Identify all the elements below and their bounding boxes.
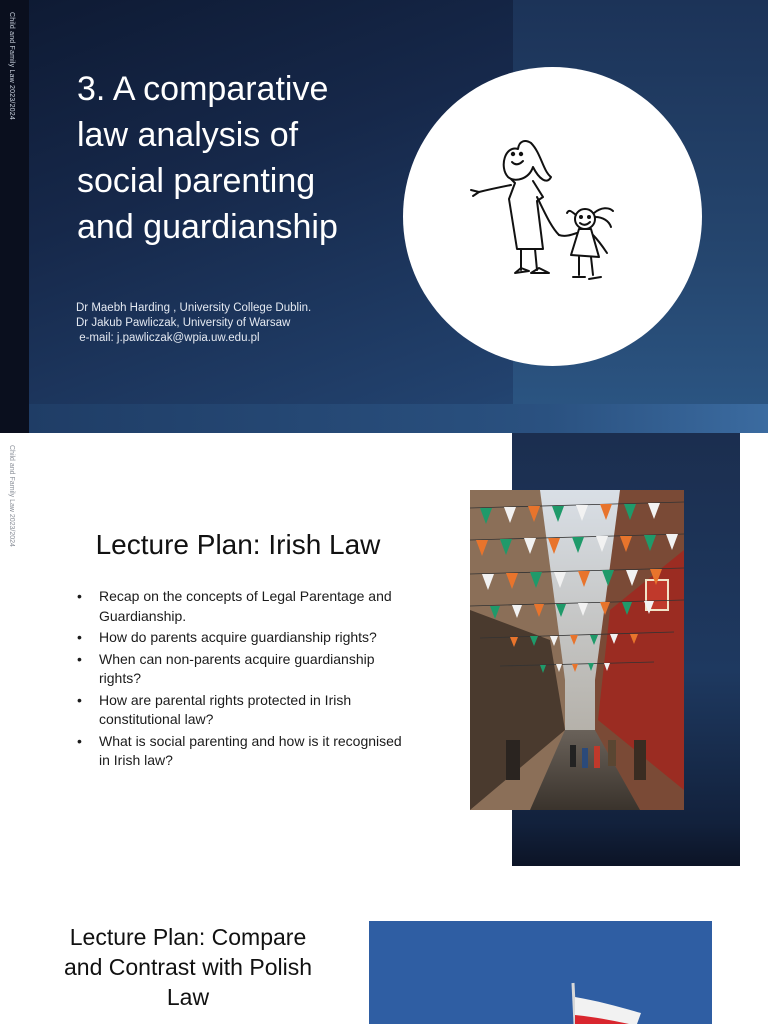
slide-title bbox=[77, 66, 377, 250]
bullet-icon: • bbox=[77, 650, 82, 667]
panel-edge bbox=[740, 433, 768, 866]
polish-flag-photo bbox=[369, 921, 712, 1024]
title-line: and Contrast with Polish bbox=[63, 954, 312, 980]
course-label: Child and Family Law 2023/2024 bbox=[8, 12, 15, 120]
mother-and-child-drawing-icon bbox=[463, 127, 643, 307]
dublin-street-photo bbox=[470, 490, 684, 810]
bullet-icon: • bbox=[77, 588, 82, 604]
list-item bbox=[77, 628, 407, 648]
title-line: Law bbox=[166, 984, 210, 1010]
title-line: 3. A comparative bbox=[77, 70, 329, 108]
list-item bbox=[77, 650, 407, 689]
bullet-text: How are parental rights protected in Irish constitutional law? bbox=[99, 691, 352, 727]
bullet-text: Recap on the concepts of Legal Parentage and Guardianship. bbox=[99, 588, 392, 624]
slide-title: Lecture Plan: Irish Law bbox=[95, 529, 381, 560]
illustration-circle bbox=[403, 67, 702, 366]
slide-title bbox=[48, 922, 328, 1012]
dublin-street-bunting-icon bbox=[470, 490, 684, 810]
author-line: Dr Jakub Pawliczak, University of Warsaw bbox=[76, 317, 291, 329]
title-line: social parenting bbox=[77, 162, 316, 200]
list-item bbox=[77, 732, 407, 771]
bullet-text: When can non-parents acquire guardianship rights? bbox=[99, 650, 375, 686]
author-line: Dr Maebh Harding , University College Dublin. bbox=[76, 302, 312, 314]
bullet-icon: • bbox=[77, 691, 82, 708]
list-item bbox=[77, 587, 407, 626]
bullet-text: What is social parenting and how is it recognised in Irish law? bbox=[99, 732, 402, 768]
author-info bbox=[76, 301, 311, 346]
polish-flag-icon bbox=[369, 921, 712, 1024]
accent-band bbox=[29, 404, 768, 433]
title-slide bbox=[0, 0, 768, 433]
course-label: Child and Family Law 2023/2024 bbox=[8, 445, 15, 547]
author-email: e-mail: j.pawliczak@wpia.uw.edu.pl bbox=[76, 332, 260, 344]
bullet-list bbox=[77, 587, 407, 773]
title-line: law analysis of bbox=[77, 116, 299, 154]
title-line: Lecture Plan: Compare bbox=[69, 924, 307, 950]
bullet-text: How do parents acquire guardianship rights? bbox=[99, 629, 377, 645]
lecture-plan-polish-slide bbox=[0, 866, 768, 1024]
bullet-icon: • bbox=[77, 732, 82, 749]
title-line: and guardianship bbox=[77, 208, 338, 246]
list-item bbox=[77, 691, 407, 730]
lecture-plan-irish-slide bbox=[0, 433, 768, 866]
slide-sidebar bbox=[0, 0, 29, 433]
bullet-icon: • bbox=[77, 629, 82, 645]
